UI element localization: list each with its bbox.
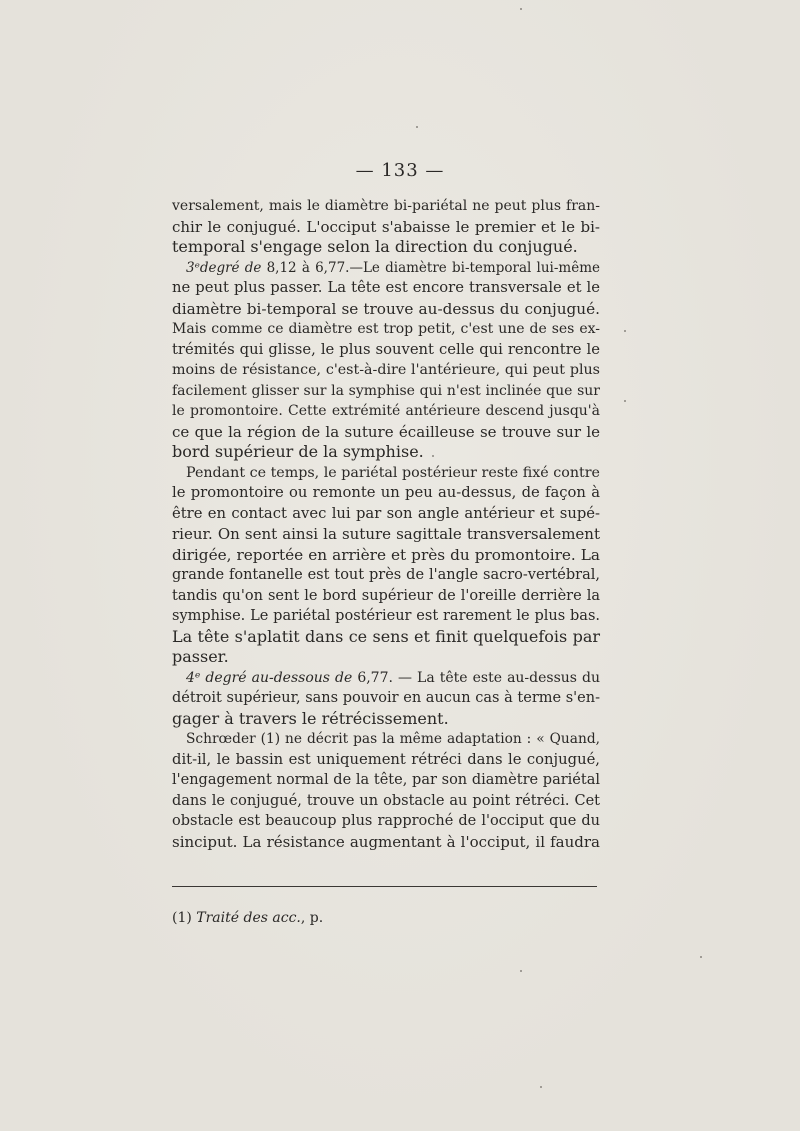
line-text: sinciput. La résistance augmentant à l'occiput, il faudra bbox=[172, 832, 600, 851]
italic-heading: 4ᵉ degré au-dessous de bbox=[186, 669, 358, 686]
line-text: gager à travers le rétrécissement. bbox=[172, 708, 449, 728]
line-text: tandis qu'on sent le bord supérieur de l'oreille derrière la bbox=[172, 587, 600, 604]
italic-heading: 3ᵉdegré de bbox=[186, 259, 267, 276]
text-line bbox=[172, 442, 600, 463]
text-line bbox=[172, 627, 600, 648]
line-text: être en contact avec lui par son angle antérieur et supé- bbox=[172, 504, 600, 522]
line-text: facilement glisser sur la symphise qui n'est inclinée que sur bbox=[172, 382, 600, 399]
text-line bbox=[172, 606, 600, 627]
paper-speck bbox=[624, 400, 626, 402]
text-line bbox=[172, 791, 600, 812]
text-line bbox=[172, 832, 600, 853]
paper-speck bbox=[540, 1086, 542, 1088]
text-line bbox=[172, 422, 600, 443]
line-text: 6,77. — La tête este au-dessus du bbox=[357, 669, 601, 686]
text-line bbox=[172, 565, 600, 586]
line-text: ce que la région de la suture écailleuse se trouve sur le bbox=[172, 422, 600, 441]
line-text: Mais comme ce diamètre est trop petit, c'est une de ses ex- bbox=[172, 321, 600, 337]
paper-speck bbox=[416, 126, 418, 128]
line-text: symphise. Le pariétal postérieur est rarement le plus bas. bbox=[172, 608, 600, 624]
line-text: temporal s'engage selon la direction du conjugué. bbox=[172, 237, 578, 256]
paper-speck bbox=[432, 455, 434, 457]
line-text: dans le conjugué, trouve un obstacle au point rétréci. Cet bbox=[172, 792, 600, 809]
text-line bbox=[172, 360, 600, 381]
text-line bbox=[172, 750, 600, 771]
text-line bbox=[172, 401, 600, 422]
text-line bbox=[172, 709, 600, 730]
text-line bbox=[172, 688, 600, 709]
line-text: le promontoire ou remonte un peu au-dessus, de façon à bbox=[172, 484, 600, 501]
line-text: chir le conjugué. L'occiput s'abaisse le premier et le bi- bbox=[172, 217, 600, 236]
line-text: Pendant ce temps, le pariétal postérieur reste fixé contre bbox=[186, 464, 600, 481]
line-text: le promontoire. Cette extrémité antérieure descend jusqu'à bbox=[172, 403, 600, 419]
line-text: diamètre bi-temporal se trouve au-dessus du conjugué. bbox=[172, 299, 600, 318]
text-line bbox=[172, 299, 600, 320]
paper-speck bbox=[520, 8, 522, 10]
text-line bbox=[172, 770, 600, 791]
text-line bbox=[172, 278, 600, 299]
text-line bbox=[172, 545, 600, 566]
footnote-title: Traité des acc. bbox=[196, 910, 301, 926]
line-text: ne peut plus passer. La tête est encore transversale et le bbox=[172, 279, 600, 296]
paper-speck bbox=[520, 970, 522, 972]
line-text: versalement, mais le diamètre bi-pariétal ne peut plus fran- bbox=[172, 198, 600, 214]
line-text: l'engagement normal de la tête, par son diamètre pariétal bbox=[172, 772, 600, 788]
line-text: dirigée, reportée en arrière et près du promontoire. La bbox=[172, 545, 600, 564]
body-text bbox=[172, 196, 600, 852]
text-line bbox=[172, 463, 600, 484]
line-text: dit-il, le bassin est uniquement rétréci dans le conjugué, bbox=[172, 750, 600, 768]
line-text: trémités qui glisse, le plus souvent celle qui rencontre le bbox=[172, 340, 600, 358]
text-line bbox=[172, 483, 600, 504]
line-text: Schrœder (1) ne décrit pas la même adaptation : « Quand, bbox=[186, 731, 600, 747]
line-text: obstacle est beaucoup plus rapproché de l'occiput que du bbox=[172, 813, 600, 829]
line-text: 8,12 à 6,77.—Le diamètre bi-temporal lui-même bbox=[266, 259, 600, 276]
text-line bbox=[172, 258, 600, 279]
text-line bbox=[172, 586, 600, 607]
paper-speck bbox=[624, 330, 626, 332]
footnote bbox=[172, 910, 323, 926]
line-text: La tête s'aplatit dans ce sens et finit quelquefois par bbox=[172, 626, 600, 646]
line-text: rieur. On sent ainsi la suture sagittale transversalement bbox=[172, 525, 600, 543]
text-line bbox=[172, 729, 600, 750]
footnote-marker: (1) bbox=[172, 910, 197, 926]
text-line bbox=[172, 668, 600, 689]
line-text: moins de résistance, c'est-à-dire l'antérieure, qui peut plus bbox=[172, 362, 600, 378]
footnote-page-ref: , p. bbox=[300, 910, 324, 926]
paper-speck bbox=[700, 956, 702, 958]
text-line bbox=[172, 319, 600, 340]
text-line bbox=[172, 217, 600, 238]
page-number: — 133 — bbox=[355, 160, 445, 181]
text-line bbox=[172, 504, 600, 525]
text-line bbox=[172, 340, 600, 361]
text-line bbox=[172, 381, 600, 402]
line-text: passer. bbox=[172, 647, 229, 666]
line-text: bord supérieur de la symphise. bbox=[172, 442, 424, 461]
text-line bbox=[172, 237, 600, 258]
line-text: détroit supérieur, sans pouvoir en aucun cas à terme s'en- bbox=[172, 690, 600, 706]
text-line bbox=[172, 196, 600, 217]
text-line bbox=[172, 524, 600, 545]
line-text: grande fontanelle est tout près de l'angle sacro-vertébral, bbox=[172, 567, 600, 583]
text-line bbox=[172, 811, 600, 832]
footnote-divider bbox=[172, 886, 597, 887]
text-line bbox=[172, 647, 600, 668]
